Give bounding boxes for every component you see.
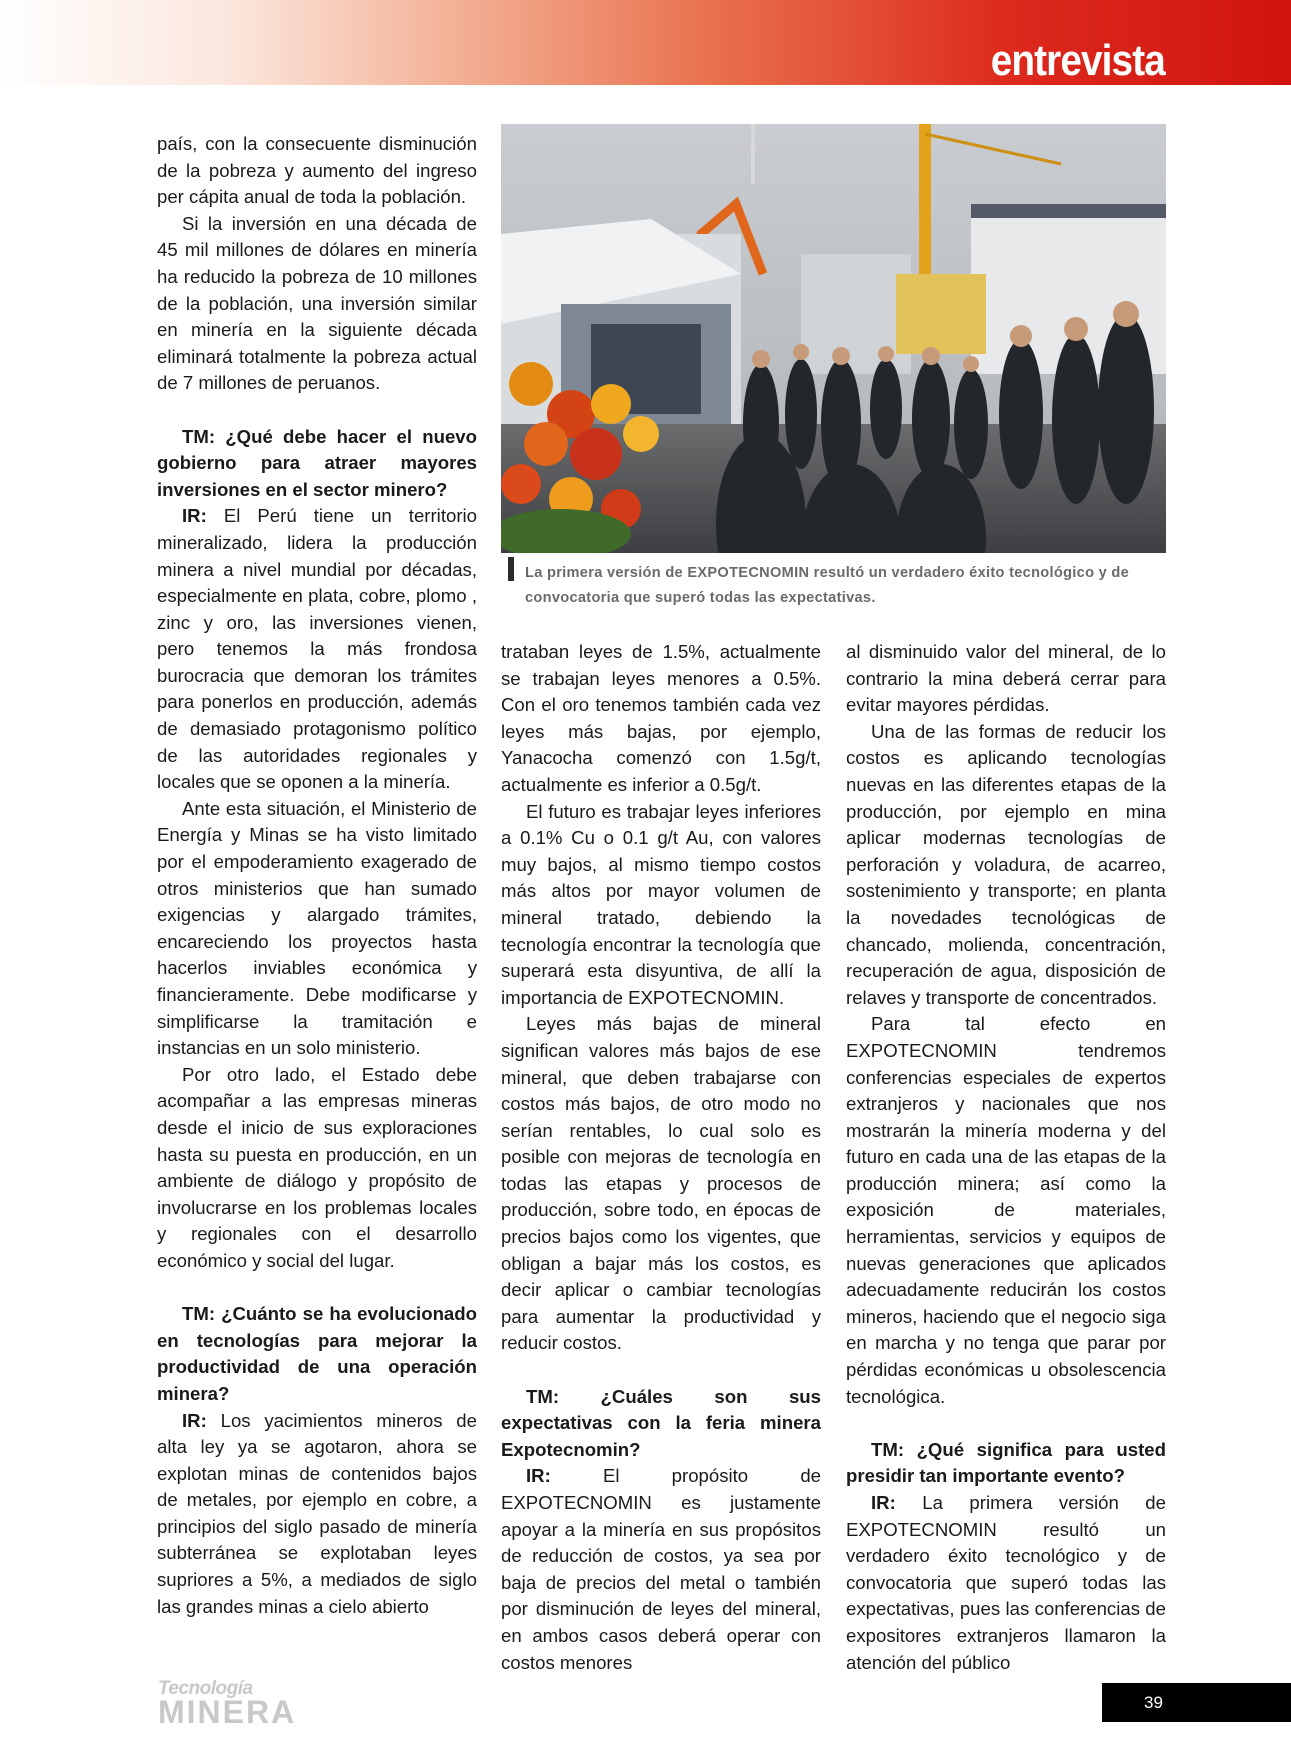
answer-lead: IR: [526,1465,551,1487]
answer-lead: IR: [871,1492,896,1513]
paragraph: Si la inversión en una década de 45 mil millones de dólares en minería ha reducido la pobreza de 10 millones de la población, una inversión similar en minería en la siguiente década eliminará totalmente la pobreza actual de 7 millones de peruanos. [157,212,477,394]
question-heading: TM: ¿Qué significa para usted presidir tan importante evento? [846,1438,1166,1487]
answer-lead: IR: [182,505,207,527]
magazine-logo [158,1678,297,1730]
section-label: entrevista [990,36,1165,85]
question-heading: TM: ¿Cuáles son sus expectativas con la feria minera Expotecnomin? [501,1385,821,1460]
column-2 [501,639,821,1676]
answer-text: El propósito de EXPOTECNOMIN es justamente apoyar a la minería en sus propósitos de reducción de costos, ya sea por baja de precios del metal o también por disminución de leyes del mineral, en ambos casos deberá operar con costos menores [501,1465,821,1673]
column-1 [157,131,477,1620]
question-heading: TM: ¿Cuánto se ha evolucionado en tecnologías para mejorar la productividad de una operación minera? [157,1303,477,1404]
paragraph: Una de las formas de reducir los costos es aplicando tecnologías nuevas en las diferentes etapas de la producción, por ejemplo en mina aplicar modernas tecnologías de perforación y voladura, de acarreo, sostenimiento y transporte; en planta la novedades tecnológicas de chancado, molienda, concentración, recuperación de agua, disposición de relaves y transporte de concentrados. [846,720,1166,1008]
paragraph: al disminuido valor del mineral, de lo contrario la mina deberá cerrar para evitar mayores pérdidas. [846,641,1166,716]
expo-crowd-image [501,124,1166,553]
answer-paragraph [157,1408,477,1621]
paragraph: Por otro lado, el Estado debe acompañar a las empresas mineras desde el inicio de sus exploraciones hasta su puesta en producción, en un ambiente de diálogo y propósito de involucrarse en los problemas locales y regionales con el desarrollo económico y social del lugar. [157,1063,477,1271]
logo-line-1: Tecnología [158,1678,253,1699]
paragraph: trataban leyes de 1.5%, actualmente se trabajan leyes menores a 0.5%. Con el oro tenemos también cada vez leyes más bajas, por ejemplo, Yanacocha comenzó con 1.5g/t, actualmente es inferior a 0.5g/t. [501,641,821,795]
answer-text: El Perú tiene un territorio mineralizado, lidera la producción minera a nivel mundial por décadas, especialmente en plata, cobre, plomo , zinc y oro, las inversiones vienen, pero tenemos la más frondosa burocracia que demoran los trámites para ponerlos en producción, además de demasiado protagonismo político de las autoridades regionales y locales que se oponen a la minería. [157,505,477,793]
answer-text: Los yacimientos mineros de alta ley ya se agotaron, ahora se explotan minas de contenidos bajos de metales, por ejemplo en cobre, a principios del siglo pasado de minería subterránea se explotaban leyes supriores a 5%, a mediados de siglo las grandes minas a cielo abierto [157,1409,477,1617]
answer-paragraph [157,503,477,796]
paragraph: Para tal efecto en EXPOTECNOMIN tendremos conferencias especiales de expertos extranjeros y nacionales que nos mostrarán la minería moderna y del futuro en cada una de las etapas de la producción minera; así como la exposición de materiales, herramientas, servicios y equipos de nuevas generaciones que aplicados adecuadamente reducirán los costos mineros, haciendo que el negocio siga en marcha y no tenga que parar por pérdidas económicas u obsolescencia tecnológica. [846,1013,1166,1407]
paragraph: Leyes más bajas de mineral significan valores más bajos de ese mineral, que deben trabajarse con costos más bajos, de otro modo no serían rentables, lo cual solo es posible con mejoras de tecnología en todas las etapas y procesos de producción, sobre todo, en épocas de precios bajos como los vigentes, que obligan a bajar más los costos, es decir aplicar o cambiar tecnologías para aumentar la productividad y reducir costos. [501,1013,821,1354]
paragraph: El futuro es trabajar leyes inferiores a 0.1% Cu o 0.1 g/t Au, con valores muy bajos, al mismo tiempo costos más altos por mayor volumen de mineral tratado, debiendo la tecnología encontrar la tecnología que superará esta disyuntiva, de allí la importancia de EXPOTECNOMIN. [501,800,821,1008]
page-number-box [1102,1683,1291,1722]
paragraph: país, con la consecuente disminución de la pobreza y aumento del ingreso per cápita anual de toda la población. [157,133,477,208]
answer-paragraph [846,1490,1166,1676]
column-3 [846,639,1166,1676]
logo-line-2: MINERA [158,1694,297,1730]
page-number: 39 [1144,1693,1163,1712]
photo-caption: La primera versión de EXPOTECNOMIN resultó un verdadero éxito tecnológico y de convocatoria que superó todas las expectativas. [525,565,1130,606]
caption-marker [508,557,514,581]
answer-paragraph [501,1463,821,1676]
question-heading: TM: ¿Qué debe hacer el nuevo gobierno para atraer mayores inversiones en el sector minero? [157,425,477,500]
paragraph: Ante esta situación, el Ministerio de Energía y Minas se ha visto limitado por el empoderamiento exagerado de otros ministerios que han sumado exigencias y alargado trámites, encareciendo los proyectos hasta hacerlos inviables económica y financieramente. Debe modificarse y simplificarse la tramitación e instancias en un solo ministerio. [157,797,477,1059]
answer-lead: IR: [182,1409,207,1431]
expo-photo [501,124,1166,553]
answer-text: La primera versión de EXPOTECNOMIN resultó un verdadero éxito tecnológico y de convocatoria que superó todas las expectativas, pues las conferencias de expositores extranjeros llamaron la atención del público [846,1492,1166,1673]
